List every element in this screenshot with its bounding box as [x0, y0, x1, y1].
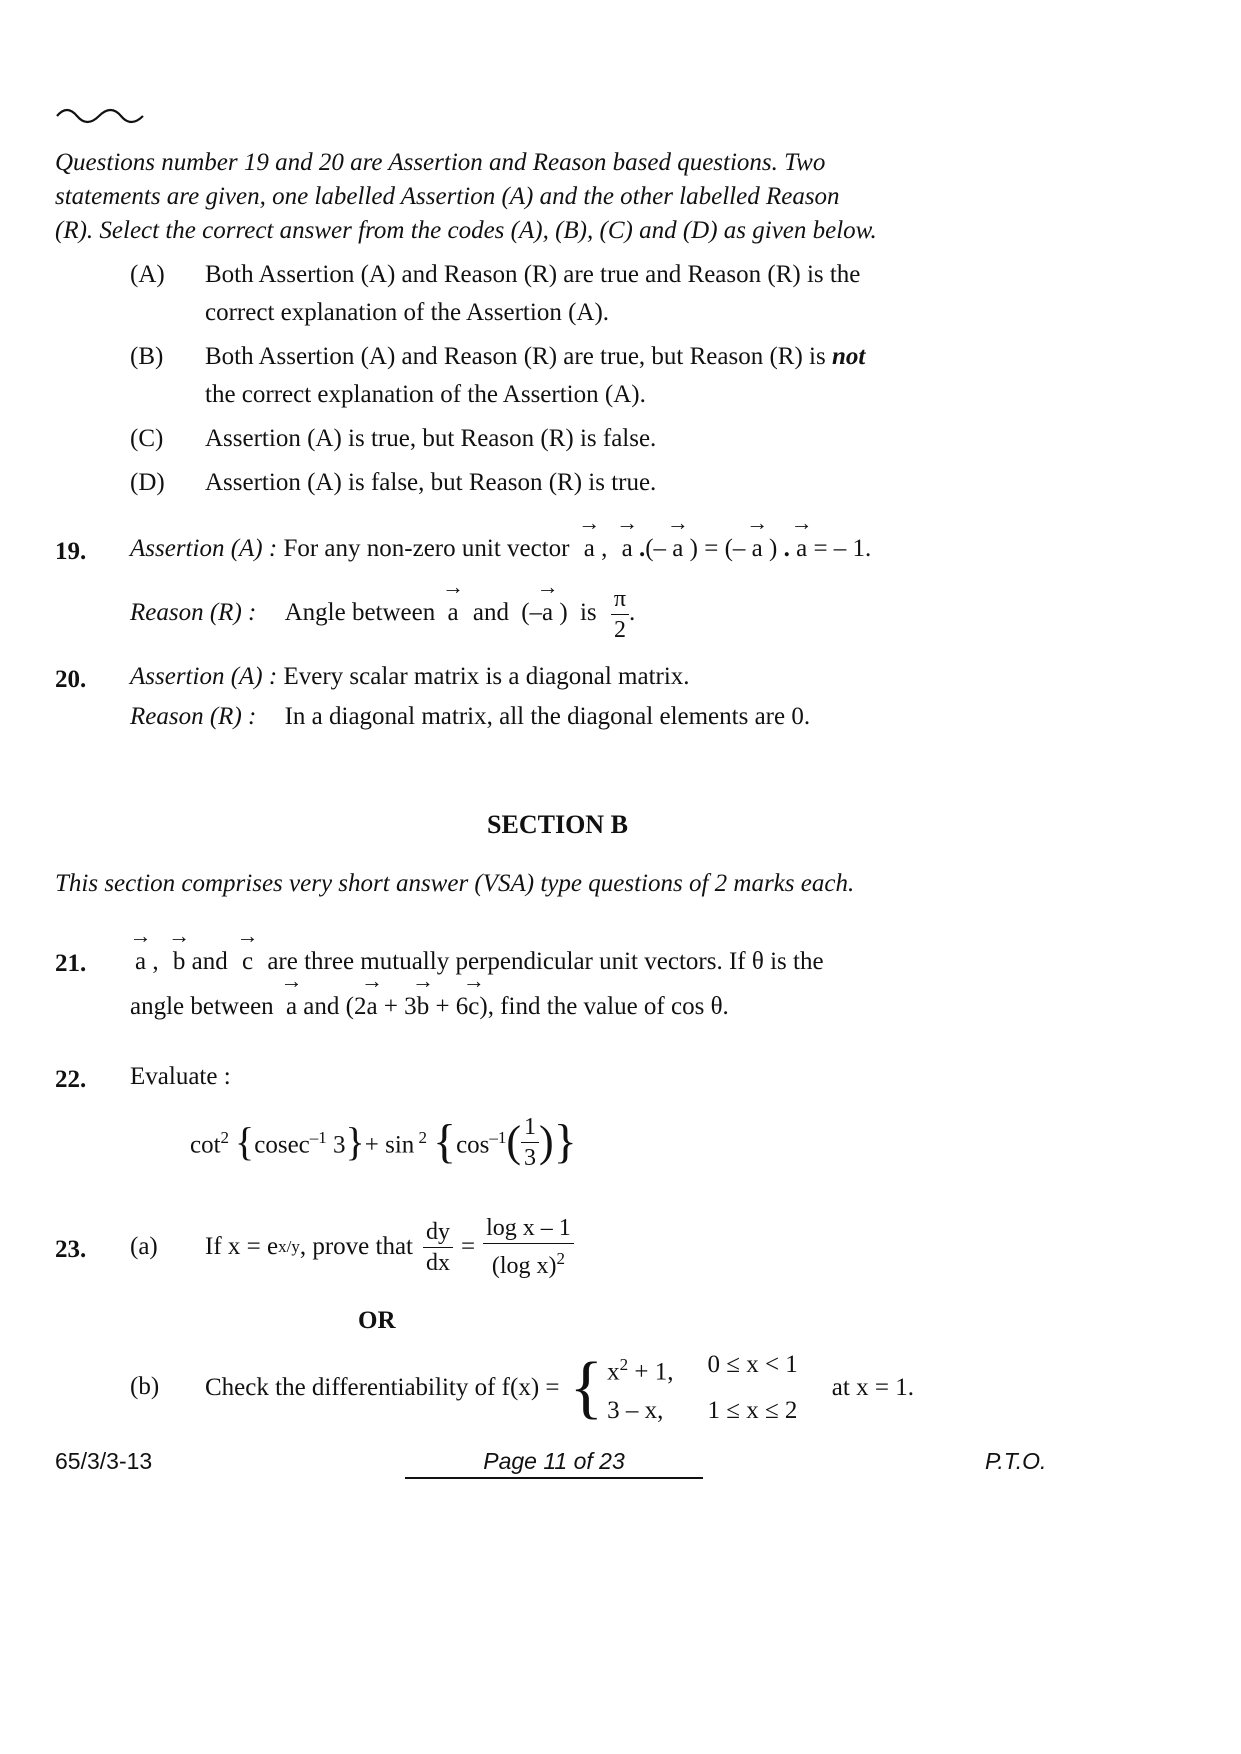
code-label-d: (D)	[130, 469, 165, 496]
question-number-23: 23.	[55, 1236, 87, 1263]
question-number-20: 20.	[55, 666, 87, 693]
q23-b-statement: Check the differentiability of f(x) = { $x^2 + 1$, 0 ≤ x < 1 3 – x, 1 ≤ x ≤ 2 at x = 1.	[205, 1349, 914, 1426]
section-title: SECTION B	[487, 810, 628, 839]
code-label-c: (C)	[130, 425, 164, 452]
code-a-line-2: correct explanation of the Assertion (A).	[205, 299, 610, 326]
intro-line-3: (R). Select the correct answer from the codes (A), (B), (C) and (D) as given below.	[55, 217, 877, 244]
code-a-line-1: Both Assertion (A) and Reason (R) are true and Reason (R) is the	[205, 261, 861, 288]
paper-code: 65/3/3-13	[55, 1448, 153, 1474]
question-number-21: 21.	[55, 950, 87, 977]
q21-line-2: angle between a → and (2a → + 3b → + 6c → ), find the value of cos θ.	[130, 968, 729, 1020]
pto-label: P.T.O.	[985, 1448, 1047, 1474]
intro-line-1: Questions number 19 and 20 are Assertion and Reason based questions. Two	[55, 149, 826, 176]
or-separator: OR	[358, 1307, 396, 1334]
intro-line-2: statements are given, one labelled Assertion (A) and the other labelled Reason	[55, 183, 840, 210]
code-c-line-1: Assertion (A) is true, but Reason (R) is false.	[205, 425, 657, 452]
q23-a-statement: If x = e x/y , prove that $\frac{dy}{dx}$ = $\frac{\text{log x – 1}}{(\log x)^2}$	[205, 1214, 574, 1280]
page-number: Page 11 of 23	[483, 1448, 625, 1474]
q21-line-1: a → , b → and c → are three mutually perpendicular unit vectors. If θ is the	[129, 923, 824, 975]
q19-reason: Reason (R) : Angle between a → and (–a → ) is $\frac{\pi}{2}$ .	[130, 574, 636, 643]
question-number-19: 19.	[55, 538, 87, 565]
q22-expression: $\cot^2$ { cosec$^{-1}$ 3 } + sin $^2$ { $\cos^{-1}$ ( $\frac{1}{3}$ ) }	[190, 1113, 577, 1171]
code-label-a: (A)	[130, 261, 165, 288]
not-emphasis: not	[831, 343, 866, 370]
code-b-line-2: the correct explanation of the Assertion (A).	[205, 381, 646, 408]
q23-a-label: (a)	[130, 1233, 158, 1260]
code-d-line-1: Assertion (A) is false, but Reason (R) is true.	[205, 469, 657, 496]
q20-assertion: Assertion (A) : Every scalar matrix is a diagonal matrix.	[130, 663, 690, 690]
section-description: This section comprises very short answer (VSA) type questions of 2 marks each.	[55, 870, 855, 897]
code-b-line-1: Both Assertion (A) and Reason (R) are true, but Reason (R) is not	[205, 343, 866, 370]
question-number-22: 22.	[55, 1066, 87, 1093]
page-number-underline	[405, 1477, 703, 1479]
q23-b-label: (b)	[130, 1373, 160, 1400]
q22-label: Evaluate :	[130, 1063, 231, 1090]
q20-reason: Reason (R) : In a diagonal matrix, all the diagonal elements are 0.	[130, 703, 811, 730]
decorative-squiggle-icon	[55, 100, 150, 130]
code-label-b: (B)	[130, 343, 164, 370]
q19-assertion: Assertion (A) : For any non-zero unit vector a → , a → .(– a → ) = (– a → ) . a → = – 1.	[130, 510, 872, 562]
